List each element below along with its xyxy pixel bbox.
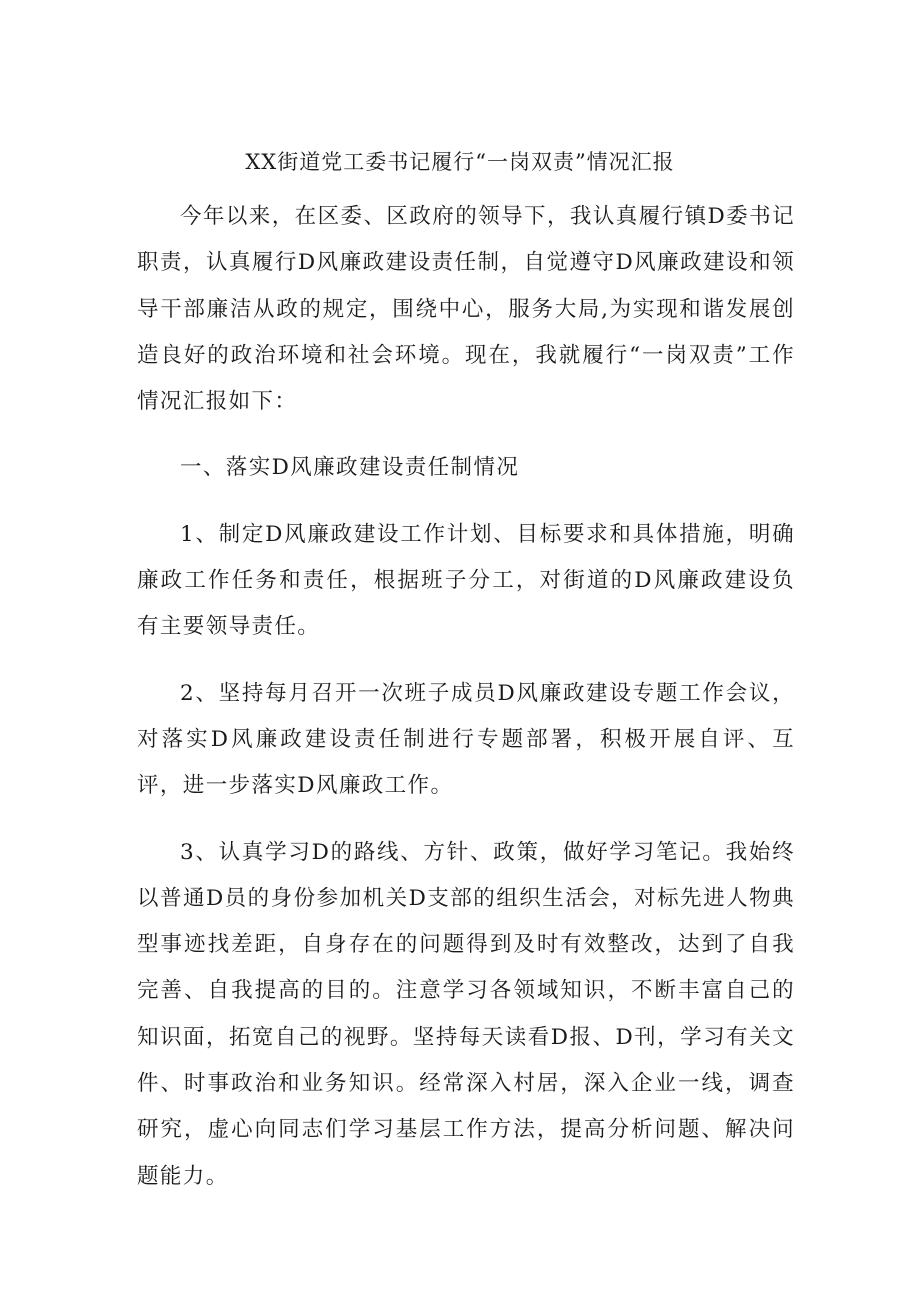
item-paragraph-1: 1、制定D风廉政建设工作计划、目标要求和具体措施，明确廉政工作任务和责任，根据班子分工，对街道的D风廉政建设负有主要领导责任。	[137, 521, 795, 640]
item-paragraph-3: 3、认真学习D的路线、方针、政策，做好学习笔记。我始终以普通D员的身份参加机关D支部的组织生活会，对标先进人物典型事迹找差距，自身存在的问题得到及时有效整改，达到了自我完善、自我提高的目的。注意学习各领域知识，不断丰富自己的知识面，拓宽自己的视野。坚持每天读看D报、D刊，学习有关文件、时事政治和业务知识。经常深入村居，深入企业一线，调查研究，虚心向同志们学习基层工作方法，提高分析问题、解决问题能力。	[137, 839, 795, 1189]
intro-paragraph: 今年以来，在区委、区政府的领导下，我认真履行镇D委书记职责，认真履行D风廉政建设责任制，自觉遵守D风廉政建设和领导干部廉洁从政的规定，围绕中心，服务大局,为实现和谐发展创造良好的政治环境和社会环境。现在，我就履行“一岗双责”工作情况汇报如下：	[137, 204, 795, 415]
section-heading: 一、落实D风廉政建设责任制情况	[180, 455, 520, 481]
document-body	[137, 194, 795, 1200]
document-title: XX街道党工委书记履行“一岗双责”情况汇报	[245, 150, 675, 174]
item-paragraph-2: 2、坚持每月召开一次班子成员D风廉政建设专题工作会议，对落实D风廉政建设责任制进行专题部署，积极开展自评、互评，进一步落实D风廉政工作。	[137, 680, 795, 799]
